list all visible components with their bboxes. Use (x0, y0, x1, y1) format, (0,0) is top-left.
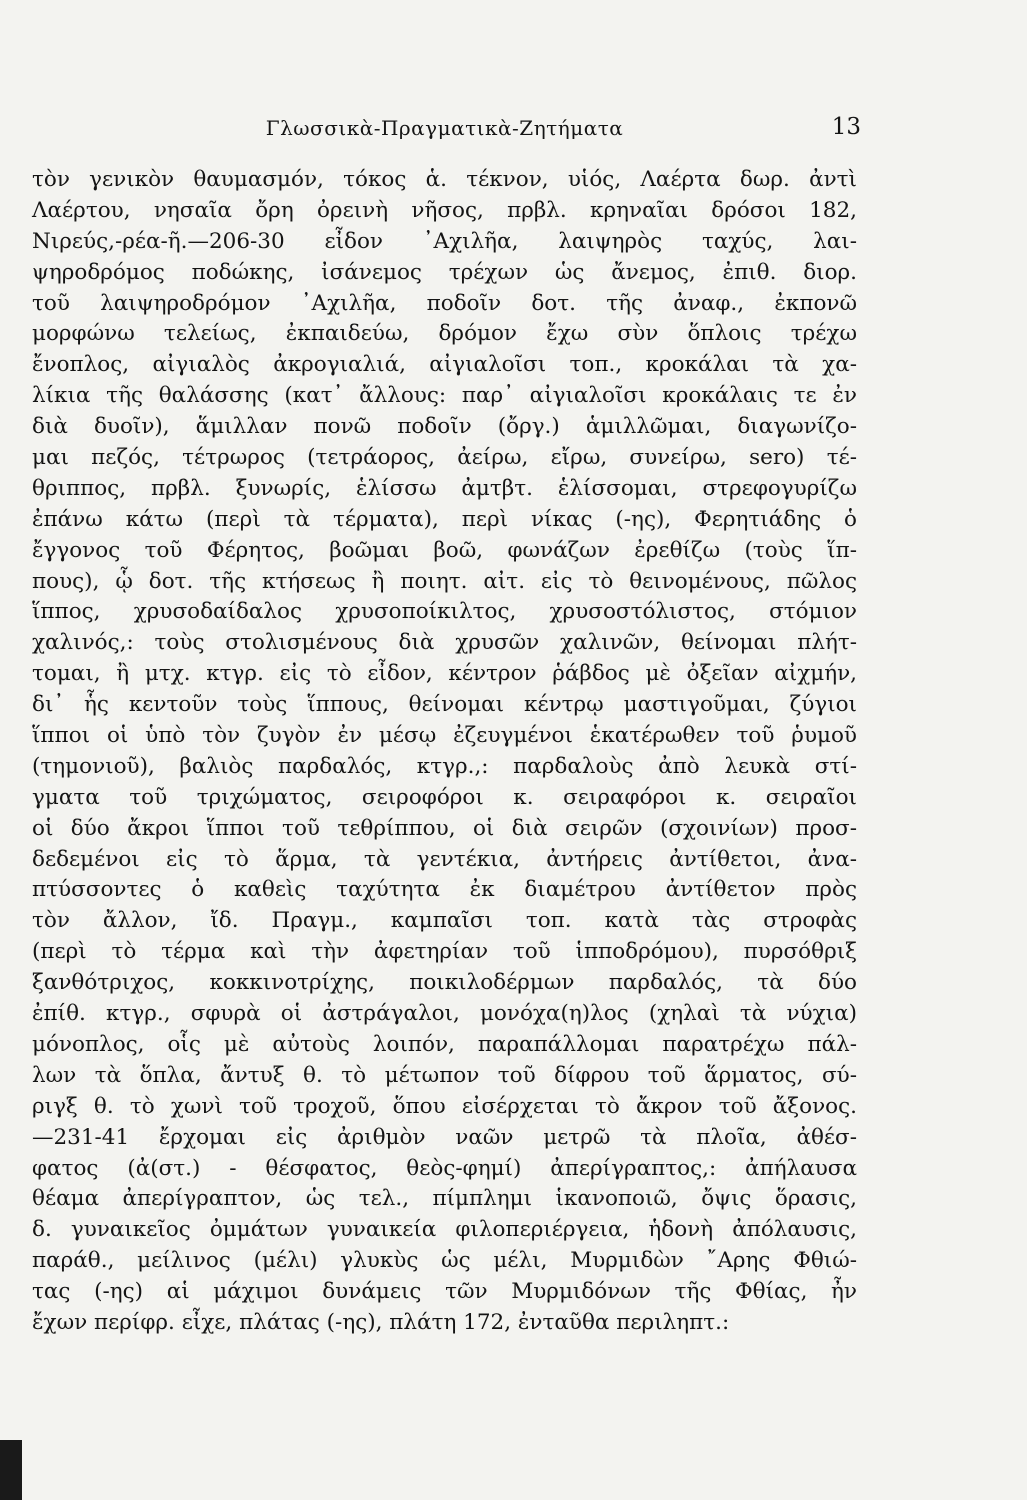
text-line: ἔνοπλος, αἰγιαλὸς ἀκρογιαλιά, αἰγιαλοῖσι τοπ., κροκάλαι τὰ χα- (32, 352, 857, 378)
text-line: μόνοπλος, οἷς μὲ αὐτοὺς λοιπόν, παραπάλλομαι παρατρέχω πάλ- (32, 1031, 857, 1057)
text-line: (περὶ τὸ τέρμα καὶ τὴν ἀφετηρίαν τοῦ ἱπποδρόμου), πυρσόθριξ (32, 939, 857, 965)
text-line: ἐπίθ. κτγρ., σφυρὰ οἱ ἀστράγαλοι, μονόχα(η)λος (χηλαὶ τὰ νύχια) (32, 1001, 857, 1027)
text-line: διὰ δυοῖν), ἅμιλλαν πονῶ ποδοῖν (ὄργ.) ἁμιλλῶμαι, διαγωνίζο- (32, 414, 857, 440)
text-line: ἔχων περίφρ. εἶχε, πλάτας (-ης), πλάτη 172, ἐνταῦθα περιληπτ.: (32, 1309, 730, 1335)
text-line: παράθ., μείλινος (μέλι) γλυκὺς ὡς μέλι, Μυρμιδὼν ῎Αρης Φθιώ- (32, 1248, 857, 1274)
text-line: πους), ᾧ δοτ. τῆς κτήσεως ἢ ποιητ. αἰτ. εἰς τὸ θεινομένους, πῶλος (32, 568, 857, 594)
text-line: ἵπποι οἱ ὑπὸ τὸν ζυγὸν ἐν μέσῳ ἐζευγμένοι ἑκατέρωθεν τοῦ ῥυμοῦ (32, 723, 857, 749)
text-line: δι᾿ ἧς κεντοῦν τοὺς ἵππους, θείνομαι κέντρῳ μαστιγοῦμαι, ζύγιοι (32, 692, 857, 718)
text-body (32, 165, 857, 1339)
text-line: ἵππος, χρυσοδαίδαλος χρυσοποίκιλτος, χρυσοστόλιστος, στόμιον (32, 599, 857, 625)
text-line: θριππος, πρβλ. ξυνωρίς, ἑλίσσω ἀμτβτ. ἑλίσσομαι, στρεφογυρίζω (32, 475, 857, 501)
page-header (32, 112, 861, 144)
text-line: λίκια τῆς θαλάσσης (κατ᾿ ἄλλους: παρ᾿ αἰγιαλοῖσι κροκάλαις τε ἐν (32, 383, 857, 409)
text-line: οἱ δύο ἄκροι ἵπποι τοῦ τεθρίππου, οἱ διὰ σειρῶν (σχοινίων) προσ- (32, 815, 857, 841)
text-line: ἐπάνω κάτω (περὶ τὰ τέρματα), περὶ νίκας (-ης), Φερητιάδης ὁ (32, 506, 857, 532)
text-line: μορφώνω τελείως, ἐκπαιδεύω, δρόμον ἔχω σὺν ὅπλοις τρέχω (32, 321, 857, 347)
text-line: θέαμα ἀπερίγραπτον, ὡς τελ., πίμπλημι ἱκανοποιῶ, ὄψις ὅρασις, (32, 1186, 857, 1212)
text-line: Λαέρτου, νησαῖα ὄρη ὀρεινὴ νῆσος, πρβλ. κρηναῖαι δρόσοι 182, (32, 197, 857, 223)
text-line: τὸν ἄλλον, ἴδ. Πραγμ., καμπαῖσι τοπ. κατὰ τὰς στροφὰς (32, 908, 857, 934)
text-line: τας (-ης) αἱ μάχιμοι δυνάμεις τῶν Μυρμιδόνων τῆς Φθίας, ἦν (32, 1279, 857, 1305)
text-line: τοῦ λαιψηροδρόμον ᾿Αχιλῆα, ποδοῖν δοτ. τῆς ἀναφ., ἐκπονῶ (32, 290, 857, 316)
page-number: 13 (831, 114, 861, 140)
running-title: Γλωσσικὰ-Πραγματικὰ-Ζητήματα (265, 116, 624, 140)
text-line: ριγξ θ. τὸ χωνὶ τοῦ τροχοῦ, ὅπου εἰσέρχεται τὸ ἄκρον τοῦ ἄξονος. (32, 1093, 857, 1119)
text-line: ξανθότριχος, κοκκινοτρίχης, ποικιλοδέρμων παρδαλός, τὰ δύο (32, 970, 857, 996)
text-line: (τημονιοῦ), βαλιὸς παρδαλός, κτγρ.,: παρδαλοὺς ἀπὸ λευκὰ στί- (32, 753, 857, 779)
text-line: μαι πεζός, τέτρωρος (τετράορος, ἀείρω, εἴρω, συνείρω, sero) τέ- (32, 445, 857, 471)
scan-edge-mark (0, 1440, 22, 1500)
text-line: ψηροδρόμος ποδώκης, ἰσάνεμος τρέχων ὡς ἄνεμος, ἐπιθ. διορ. (32, 259, 857, 285)
text-line: φατος (ἀ(στ.) - θέσφατος, θεὸς-φημί) ἀπερίγραπτος,: ἀπήλαυσα (32, 1155, 857, 1181)
text-line: Νιρεύς,-ρέα-ῆ.—206-30 εἶδον ᾿Αχιλῆα, λαιψηρὸς ταχύς, λαι- (32, 228, 857, 254)
text-line: —231-41 ἔρχομαι εἰς ἀριθμὸν ναῶν μετρῶ τὰ πλοῖα, ἀθέσ- (32, 1124, 857, 1150)
text-line: γματα τοῦ τριχώματος, σειροφόροι κ. σειραφόροι κ. σειραῖοι (32, 784, 857, 810)
text-line: χαλινός,: τοὺς στολισμένους διὰ χρυσῶν χαλινῶν, θείνομαι πλήτ- (32, 630, 857, 656)
text-line: τομαι, ἢ μτχ. κτγρ. εἰς τὸ εἶδον, κέντρον ῥάβδος μὲ ὀξεῖαν αἰχμήν, (32, 661, 857, 687)
text-line: δεδεμένοι εἰς τὸ ἅρμα, τὰ γεντέκια, ἀντήρεις ἀντίθετοι, ἀνα- (32, 846, 857, 872)
text-line: τὸν γενικὸν θαυμασμόν, τόκος ἁ. τέκνον, υἱός, Λαέρτα δωρ. ἀντὶ (32, 167, 857, 192)
text-line: δ. γυναικεῖος ὀμμάτων γυναικεία φιλοπεριέργεια, ἡδονὴ ἀπόλαυσις, (32, 1217, 857, 1243)
text-line: πτύσσοντες ὁ καθεὶς ταχύτητα ἐκ διαμέτρου ἀντίθετον πρὸς (32, 877, 857, 903)
text-line: ἔγγονος τοῦ Φέρητος, βοῶμαι βοῶ, φωνάζων ἐρεθίζω (τοὺς ἵπ- (32, 537, 857, 563)
text-line: λων τὰ ὅπλα, ἄντυξ θ. τὸ μέτωπον τοῦ δίφρου τοῦ ἅρματος, σύ- (32, 1062, 857, 1088)
